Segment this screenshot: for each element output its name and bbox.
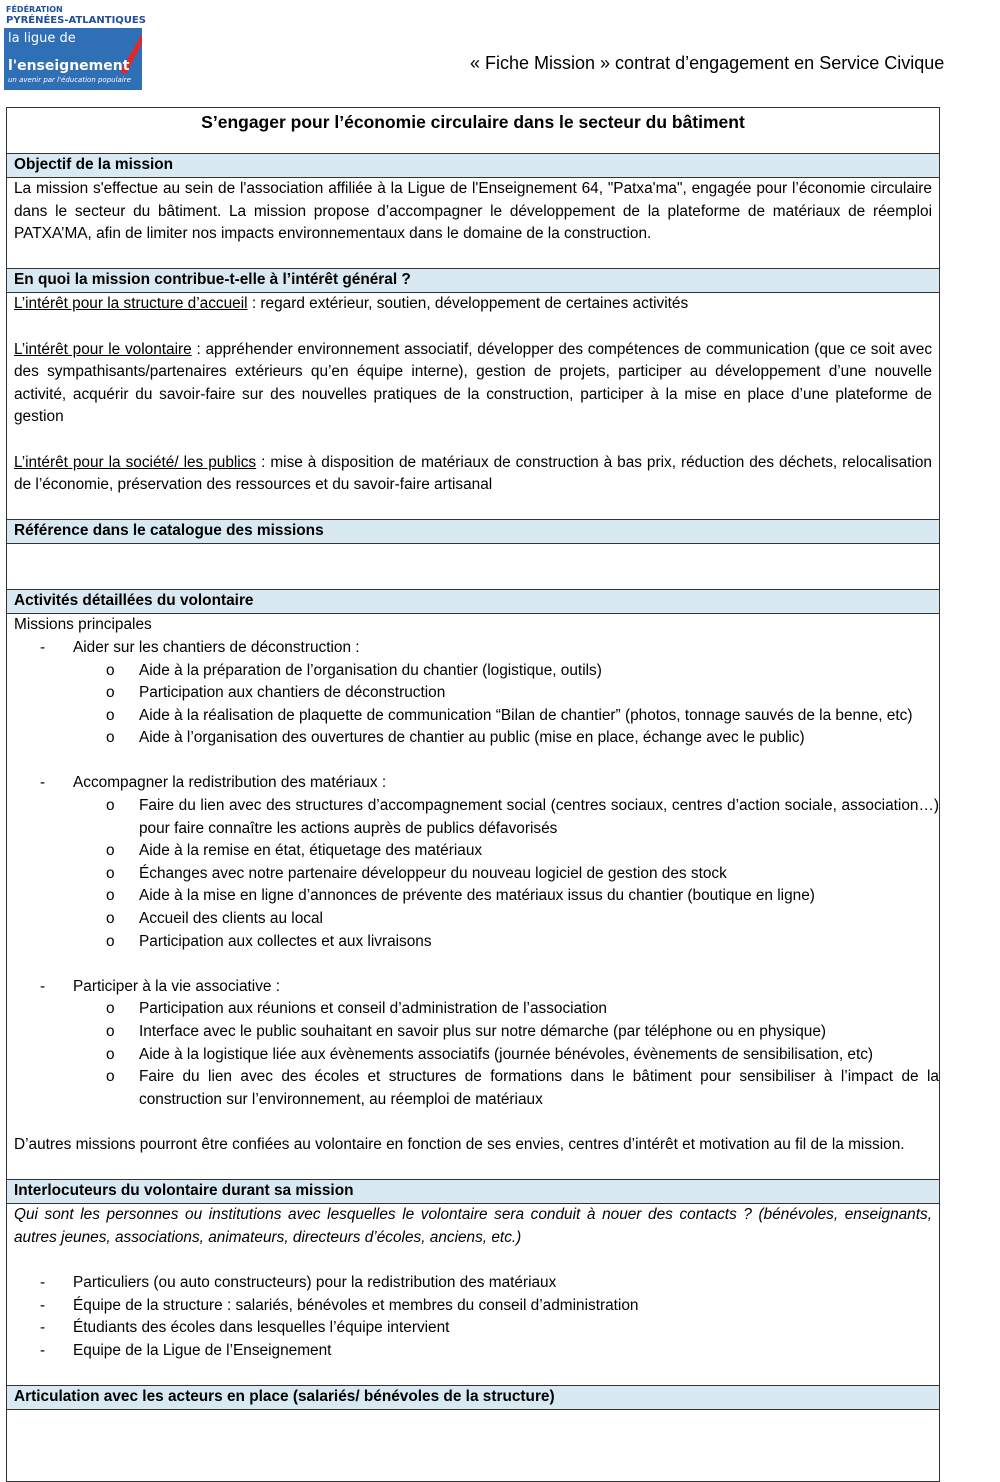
- interet-structure-label: L’intérêt pour la structure d’accueil: [14, 295, 248, 313]
- mission-form: [6, 107, 940, 1482]
- activites-intro: Missions principales: [14, 616, 152, 634]
- section-heading-activites: Activités détaillées du volontaire: [7, 589, 939, 614]
- section-heading-objectif: Objectif de la mission: [7, 153, 939, 178]
- section-heading-reference: Référence dans le catalogue des missions: [7, 519, 939, 544]
- interet-societe-label: L’intérêt pour la société/ les publics: [14, 453, 257, 471]
- activity-group-label: - Participer à la vie associative :: [7, 976, 939, 999]
- objectif-text: La mission s'effectue au sein de l'association affiliée à la Ligue de l'Enseignement 64, "Patxa'ma", engagée pour l’économie circulaire dans le secteur du bâtiment. La mission propose d’accompagner le développement de la plateforme de matériaux de réemploi PATXA’MA, afin de limiter nos impacts environnementaux dans le domaine de la construction.: [14, 180, 932, 243]
- activity-item: o Aide à la mise en ligne d’annonces de prévente des matériaux issus du chantier (boutique en ligne): [7, 885, 939, 908]
- interet-volontaire: [7, 339, 939, 429]
- interet-volontaire-label: L’intérêt pour le volontaire: [14, 340, 192, 358]
- interlocuteur-item: - Particuliers (ou auto constructeurs) pour la redistribution des matériaux: [7, 1272, 939, 1295]
- interlocuteur-item: - Étudiants des écoles dans lesquelles l’équipe intervient: [7, 1317, 939, 1340]
- logo-tagline: un avenir par l'éducation populaire: [8, 76, 131, 84]
- interet-societe: [7, 452, 939, 497]
- logo-word1: la ligue de: [8, 31, 76, 46]
- interlocuteurs-question: Qui sont les personnes ou institutions avec lesquelles le volontaire sera conduit à nouer des contacts ? (bénévoles, enseignants, autres jeunes, associations, animateurs, directeurs d’écoles, anciens, etc.): [14, 1206, 932, 1246]
- logo-federation-text: [6, 4, 146, 26]
- section-heading-interet: En quoi la mission contribue-t-elle à l’intérêt général ?: [7, 268, 939, 293]
- activity-item: o Aide à la remise en état, étiquetage des matériaux: [7, 840, 939, 863]
- interlocuteur-item: - Equipe de la Ligue de l’Enseignement: [7, 1340, 939, 1363]
- document-title: S’engager pour l’économie circulaire dans le secteur du bâtiment: [201, 112, 745, 132]
- interet-structure: [7, 293, 939, 316]
- section-heading-articulation: Articulation avec les acteurs en place (salariés/ bénévoles de la structure): [7, 1385, 939, 1410]
- activity-item: o Participation aux collectes et aux livraisons: [7, 931, 939, 954]
- federation-logo: [0, 0, 146, 92]
- activity-group-label: - Accompagner la redistribution des matériaux :: [7, 772, 939, 795]
- interet-societe-text: : mise à disposition de matériaux de construction à bas prix, réduction des déchets, relocalisation de l’économie, préservation des ressources et du savoir-faire artisanal: [14, 453, 932, 494]
- activity-item: o Aide à l’organisation des ouvertures de chantier au public (mise en place, échange avec le public): [7, 727, 939, 750]
- logo-word2: l'enseignement: [8, 58, 130, 74]
- activity-item: o Accueil des clients au local: [7, 908, 939, 931]
- activity-item: o Interface avec le public souhaitant en savoir plus sur notre démarche (par téléphone ou en physique): [7, 1021, 939, 1044]
- activity-group-label: - Aider sur les chantiers de déconstruction :: [7, 637, 939, 660]
- header-title: « Fiche Mission » contrat d’engagement en Service Civique: [470, 53, 945, 73]
- logo-line1: FÉDÉRATION: [6, 5, 63, 14]
- activity-item: o Participation aux réunions et conseil d’administration de l’association: [7, 998, 939, 1021]
- activity-item: o Aide à la préparation de l’organisation du chantier (logistique, outils): [7, 660, 939, 683]
- activity-item: o Participation aux chantiers de déconstruction: [7, 682, 939, 705]
- interet-volontaire-text: : appréhender environnement associatif, développer des compétences de communication (que ce soit avec des sympathisants/partenaires extérieurs qu’en équipe interne), gestion de projets, participer au développement d’une nouvelle activité, acquérir du savoir-faire sur des nouvelles pratiques de la construction, participer à la mise en place d’une plateforme de gestion: [14, 340, 933, 426]
- logo-ligue-box: [4, 28, 142, 90]
- section-heading-interlocuteurs: Interlocuteurs du volontaire durant sa mission: [7, 1179, 939, 1204]
- logo-line2: PYRÉNÉES-ATLANTIQUES: [6, 15, 146, 26]
- activity-item: o Aide à la réalisation de plaquette de communication “Bilan de chantier” (photos, tonnage sauvés de la benne, etc): [7, 705, 939, 728]
- reference-empty-cell: [7, 544, 939, 589]
- interlocuteur-item: - Équipe de la structure : salariés, bénévoles et membres du conseil d’administration: [7, 1295, 939, 1318]
- activity-item: o Faire du lien avec des écoles et structures de formations dans le bâtiment pour sensibiliser à l’impact de la construction sur l’environnement, au réemploi de matériaux: [7, 1066, 939, 1111]
- activity-item: o Faire du lien avec des structures d’accompagnement social (centres sociaux, centres d’action sociale, association…) pour faire connaître les actions auprès de publics défavorisés: [7, 795, 939, 840]
- activites-outro: D’autres missions pourront être confiées au volontaire en fonction de ses envies, centres d’intérêt et motivation au fil de la mission.: [14, 1135, 905, 1153]
- activity-item: o Aide à la logistique liée aux évènements associatifs (journée bénévoles, évènements de sensibilisation, etc): [7, 1044, 939, 1067]
- interet-structure-text: : regard extérieur, soutien, développement de certaines activités: [247, 295, 689, 313]
- activity-item: o Échanges avec notre partenaire développeur du nouveau logiciel de gestion des stock: [7, 863, 939, 886]
